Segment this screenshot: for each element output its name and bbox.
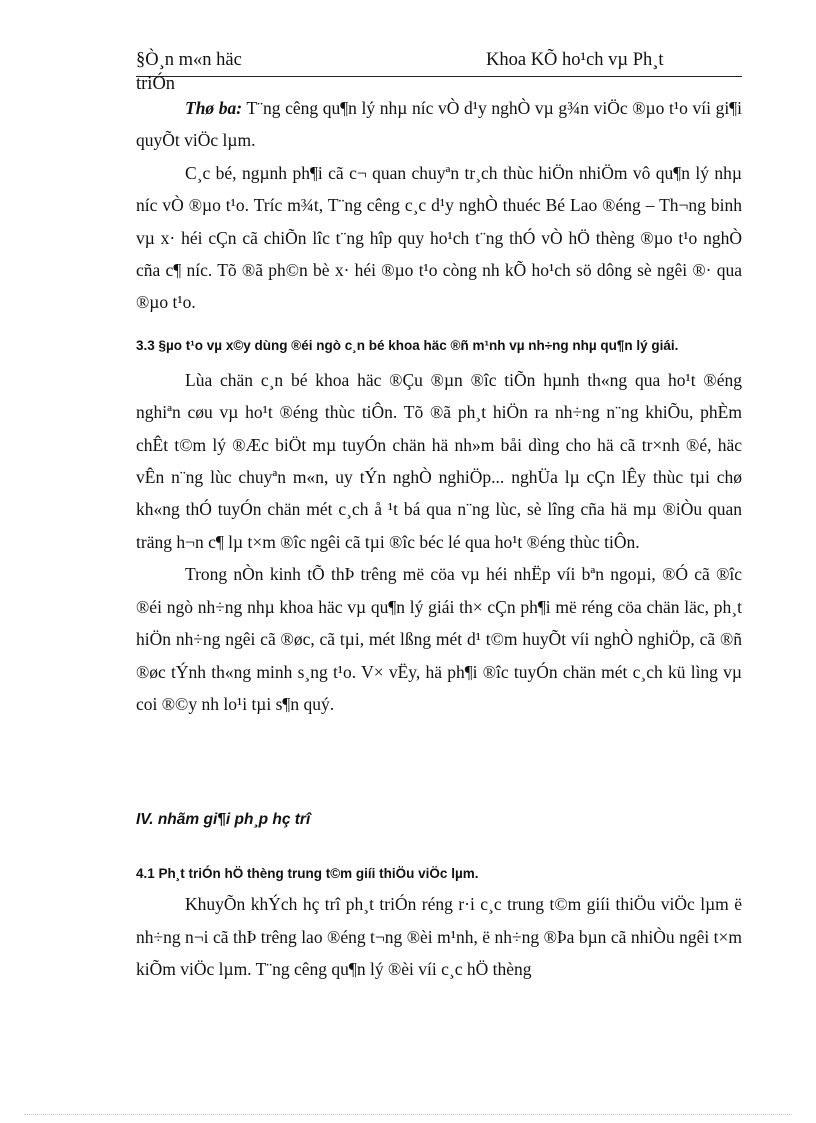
document-body — [136, 92, 742, 986]
paragraph-1-label: Thø ba: — [185, 98, 243, 118]
paragraph-5: KhuyÕn khÝch hç trî ph¸t triÓn réng r·i c¸c trung t©m giíi thiÖu viÖc lµm ë nh÷ng n¬i cã thÞ trêng lao ®éng t¬ng ®èi m¹nh, ë nh÷ng ®Þa bµn cã nhiÒu ngêi t×m kiÕm viÖc lµm. T¨ng cêng qu¶n lý ®èi víi c¸c hÖ thèng — [136, 894, 742, 980]
paragraph-1-text: T¨ng cêng qu¶n lý nhµ níc vÒ d¹y nghÒ vµ g¾n viÖc ®µo t¹o víi gi¶i quyÕt viÖc lµm. — [136, 98, 743, 151]
paragraph-1 — [136, 92, 742, 157]
header-right-title: Khoa KÕ ho¹ch vµ Ph¸t — [486, 50, 664, 70]
paragraph-4: Trong nÒn kinh tÕ thÞ trêng më cöa vµ héi nhËp víi bªn ngoµi, ®Ó cã ®îc ®éi ngò nh÷ng nhµ khoa häc vµ qu¶n lý giái th× cÇn ph¶i më réng cöa chän läc, ph¸t hiÖn nh÷ng ngêi cã ®øc, cã tµi, mét lßng mét d¹ t©m huyÕt víi nghÒ nghiÖp, cã ®ñ ®øc tÝnh th«ng minh s¸ng t¹o. V× vËy, hä ph¶i ®îc tuyÓn chän mét c¸ch kü lìng vµ coi ®©y nh lo¹i tµi s¶n quý. — [136, 564, 742, 714]
section-heading-4-1: 4.1 Ph¸t triÓn hÖ thèng trung t©m giíi thiÖu viÖc lµm. — [136, 866, 479, 882]
header-left-title: §Ò¸n m«n häc — [136, 50, 242, 70]
section-heading-3-3: 3.3 §µo t¹o vµ x©y dùng ®éi ngò c¸n bé khoa häc ®ñ m¹nh vµ nh÷ng nhµ qu¶n lý giái. — [136, 337, 679, 353]
header-continuation: triÓn — [136, 74, 176, 94]
page-bottom-border — [24, 1114, 792, 1115]
paragraph-3: Lùa chän c¸n bé khoa häc ®Çu ®µn ®îc tiÕn hµnh th«ng qua ho¹t ®éng nghiªn cøu vµ ho¹t ®éng thùc tiÔn. Tõ ®ã ph¸t hiÖn ra nh÷ng n¨ng khiÕu, phÈm chÊt t©m lý ®Æc biÖt mµ tuyÓn chän hä nh»m båi dìng cho hä cã tr×nh ®é, häc vÊn n¨ng lùc chuyªn m«n, uy tÝn nghÒ nghiÖp... nghÜa lµ cÇn lÊy thùc tµi chø kh«ng thÓ tuyÓn chän mét c¸ch å ¹t bá qua n¨ng lùc, sè lîng cña hä mµ ®iÒu quan träng h¬n c¶ lµ t×m ®îc ngêi cã tµi ®îc béc lé qua ho¹t ®éng thùc tiÔn. — [136, 369, 742, 552]
section-heading-IV: IV. nhãm gi¶i ph¸p hç trî — [136, 811, 311, 829]
page-header — [136, 50, 742, 77]
paragraph-2: C¸c bé, ngµnh ph¶i cã c¬ quan chuyªn tr¸ch thùc hiÖn nhiÖm vô qu¶n lý nhµ níc vÒ ®µo t¹o. Tríc m¾t, T¨ng cêng c¸c d¹y nghÒ thuéc Bé Lao ®éng – Th¬ng binh vµ x· héi cÇn cã chiÕn lîc t¨ng hîp quy ho¹ch t¨ng thÓ vÒ hÖ thèng ®µo t¹o nghÒ cña c¶ níc. Tõ ®ã ph©n bè x· héi ®µo t¹o còng nh kÕ ho¹ch sö dông sè ngêi ®· qua ®µo t¹o. — [136, 162, 742, 313]
